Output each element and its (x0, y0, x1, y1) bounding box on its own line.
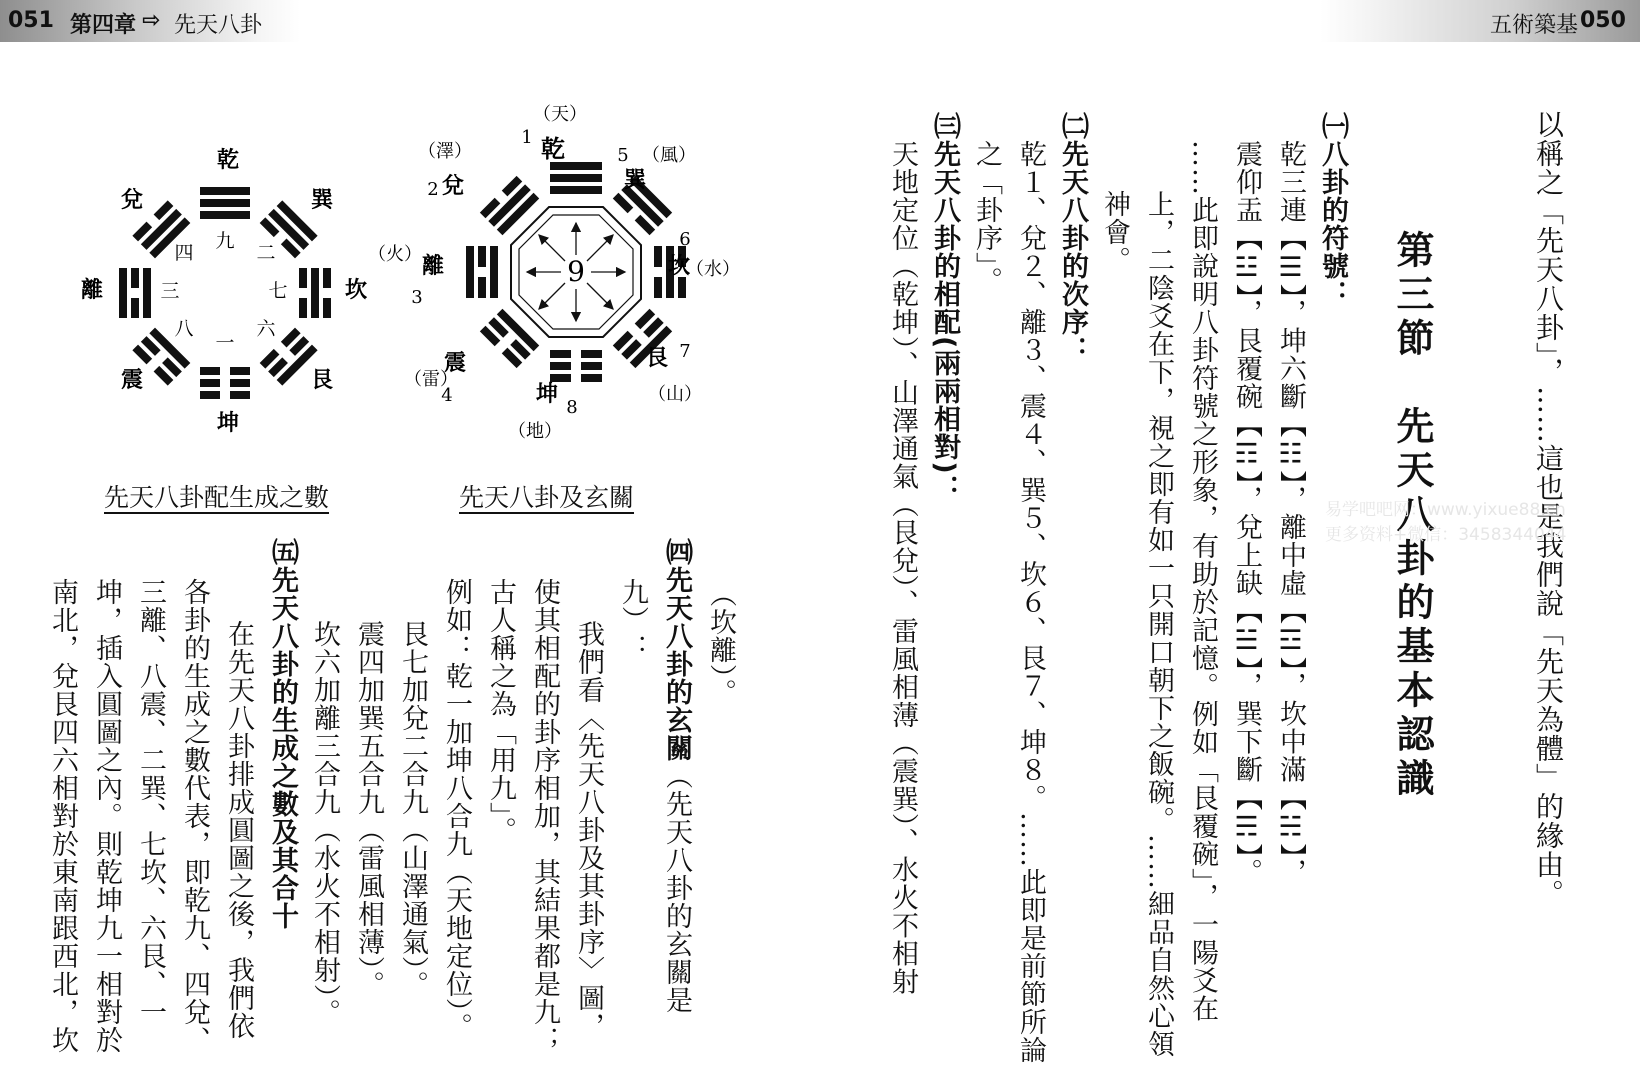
sub4-line5: 古人稱之為「用九」。 (485, 578, 516, 845)
sub3-line1: 天地定位（乾坤）、山澤通氣（艮兌）、雷風相薄（震巽）、水火不相射 (887, 140, 918, 996)
diagram2-caption: 先天八卦配生成之數 (104, 483, 330, 512)
label-ze: （澤） (418, 141, 472, 162)
label-n8: 8 (566, 397, 578, 418)
diagram1-labels (368, 104, 740, 442)
label2-xun: 巽 (310, 187, 334, 213)
sub4-heading: ㈣先天八卦的玄關 (661, 538, 692, 762)
label-n5: 5 (617, 145, 629, 166)
diagram-shengcheng (70, 135, 380, 455)
watermark-line1: 易学吧吧网：www.yixue88.cn (1325, 500, 1566, 520)
inner-qian: 九 (215, 230, 235, 252)
diagram1-caption: 先天八卦及玄關 (459, 483, 635, 512)
sub3-heading-colon: ： (929, 474, 960, 503)
sub4-heading-line (656, 538, 696, 1014)
label-n3: 3 (411, 287, 423, 308)
label2-gen: 艮 (310, 367, 334, 393)
sub3-heading-paren: (兩兩相對) (929, 336, 960, 475)
sub4-line7: 艮七加兌二合九（山澤通氣）。 (397, 620, 428, 999)
sub5-heading: ㈤先天八卦的生成之數及其合十 (267, 538, 298, 930)
label-huo: （火） (368, 244, 422, 265)
sub3-heading-main: ㈢先天八卦的相配 (929, 112, 960, 336)
sub2-heading: ㈡先天八卦的次序： (1057, 112, 1088, 364)
sub3-heading (924, 112, 964, 503)
sub4-line2: 九）： (617, 578, 648, 662)
label-xun: 巽 (623, 167, 647, 193)
trigram-li (466, 246, 498, 298)
sub5-line1: 在先天八卦排成圓圖之後，我們依 (223, 620, 254, 1040)
label2-qian: 乾 (216, 147, 240, 173)
inner-kan: 七 (268, 280, 288, 302)
diagram-xuanguan (368, 95, 755, 475)
sub1-line5: 神會。 (1099, 190, 1130, 274)
label-qian: 乾 (541, 134, 565, 163)
watermark-line2: 更多资料+微信：3458344044 (1325, 525, 1567, 545)
trigram-kun (550, 350, 602, 382)
section-title: 第三節 先天八卦的基本認識 (1390, 230, 1434, 802)
trigram-li (119, 268, 151, 318)
label-n7: 7 (679, 341, 691, 362)
label-kan: 坎 (667, 253, 691, 279)
label-li: 離 (421, 253, 445, 279)
sub1-line1: 乾三連【☰】，坤六斷【☷】，離中虛【☲】，坎中滿【☵】， (1275, 140, 1306, 886)
center-number: 9 (567, 255, 585, 288)
inner-zhen: 八 (174, 318, 194, 340)
sub4-line6: 例如：乾一加坤八合九（天地定位）。 (441, 578, 472, 1041)
label-kun: 坤 (535, 381, 559, 407)
label-n2: 2 (427, 179, 439, 200)
intro-column: 以稱之「先天八卦」，……這也是我們說「先天為體」的緣由。 (1532, 110, 1565, 908)
label-gen: 艮 (645, 345, 669, 371)
sub4-heading-rest: （先天八卦的玄關是 (661, 762, 692, 1014)
sub1-line3: ……此即說明八卦符號之形象，有助於記憶。例如「艮覆碗」，一陽爻在 (1187, 140, 1218, 1023)
label-lei: （雷） (404, 369, 458, 390)
trigram-qian (200, 187, 250, 219)
label2-zhen: 震 (120, 367, 144, 393)
sub4-line3: 我們看〈先天八卦及其卦序〉圖， (573, 620, 604, 1040)
sub5-line5: 南北，兌艮四六相對於東南跟西北，坎 (47, 578, 78, 1054)
label-shui: （水） (686, 259, 740, 280)
inner-kun: 一 (215, 332, 235, 354)
inner-dui: 四 (174, 242, 194, 264)
label2-dui: 兌 (120, 187, 144, 213)
trigram-kun (200, 367, 250, 399)
sub4-line8: 震四加巽五合九（雷風相薄）。 (353, 620, 384, 999)
label-n1: 1 (521, 127, 533, 148)
label2-kan: 坎 (344, 277, 368, 303)
label-n6: 6 (679, 229, 691, 250)
diagram2-inner-numbers (160, 230, 287, 354)
label-di: （地） (508, 421, 562, 442)
label-dui: 兌 (441, 173, 465, 199)
trigram-qian (550, 162, 602, 194)
chapter-label: 第四章 (70, 13, 137, 38)
inner-li: 三 (160, 280, 180, 302)
label-shan: （山） (648, 384, 702, 405)
label-zhen: 震 (443, 350, 467, 376)
arrow-icon: ⇨ (142, 8, 161, 33)
book-title: 五術築基 (1490, 13, 1579, 38)
label-tian: （天） (533, 104, 587, 125)
chapter-title: 先天八卦 (174, 13, 263, 38)
trigram-kan (299, 268, 331, 318)
sub5-line3: 三離、八震、二巽、七坎、六艮、一 (135, 578, 166, 1026)
right-page-number: 050 (1580, 8, 1626, 33)
inner-gen: 六 (256, 318, 276, 340)
sub4-line4: 使其相配的卦序相加，其結果都是九； (529, 578, 560, 1054)
label2-kun: 坤 (216, 410, 240, 436)
sub4-line9: 坎六加離三合九（水火不相射）。 (309, 620, 340, 1027)
inner-xun: 二 (256, 242, 276, 264)
sub2-line2: 之「卦序」。 (971, 140, 1002, 295)
label-feng: （風） (642, 145, 696, 166)
left-page-number: 051 (8, 8, 54, 33)
sub1-heading: ㈠八卦的符號： (1317, 112, 1348, 308)
sub5-line2: 各卦的生成之數代表，即乾九、四兌、 (179, 578, 210, 1054)
kanli-line: （坎離）。 (705, 580, 736, 707)
label2-li: 離 (80, 277, 104, 303)
label-n4: 4 (441, 385, 453, 406)
sub1-line4: 上，二陰爻在下，視之即有如一只開口朝下之飯碗。……細品自然心領 (1143, 190, 1174, 1058)
sub1-line2: 震仰盂【☳】，艮覆碗【☶】，兌上缺【☱】，巽下斷【☴】。 (1231, 140, 1262, 886)
sub5-line4: 坤，插入圓圖之內。則乾坤九一相對於 (91, 578, 122, 1054)
sub2-line1: 乾１、兌２、離３、震４、巽５、坎６、艮７、坤８。……此即是前節所論 (1015, 140, 1046, 1064)
trigram-ring-2 (119, 187, 334, 399)
